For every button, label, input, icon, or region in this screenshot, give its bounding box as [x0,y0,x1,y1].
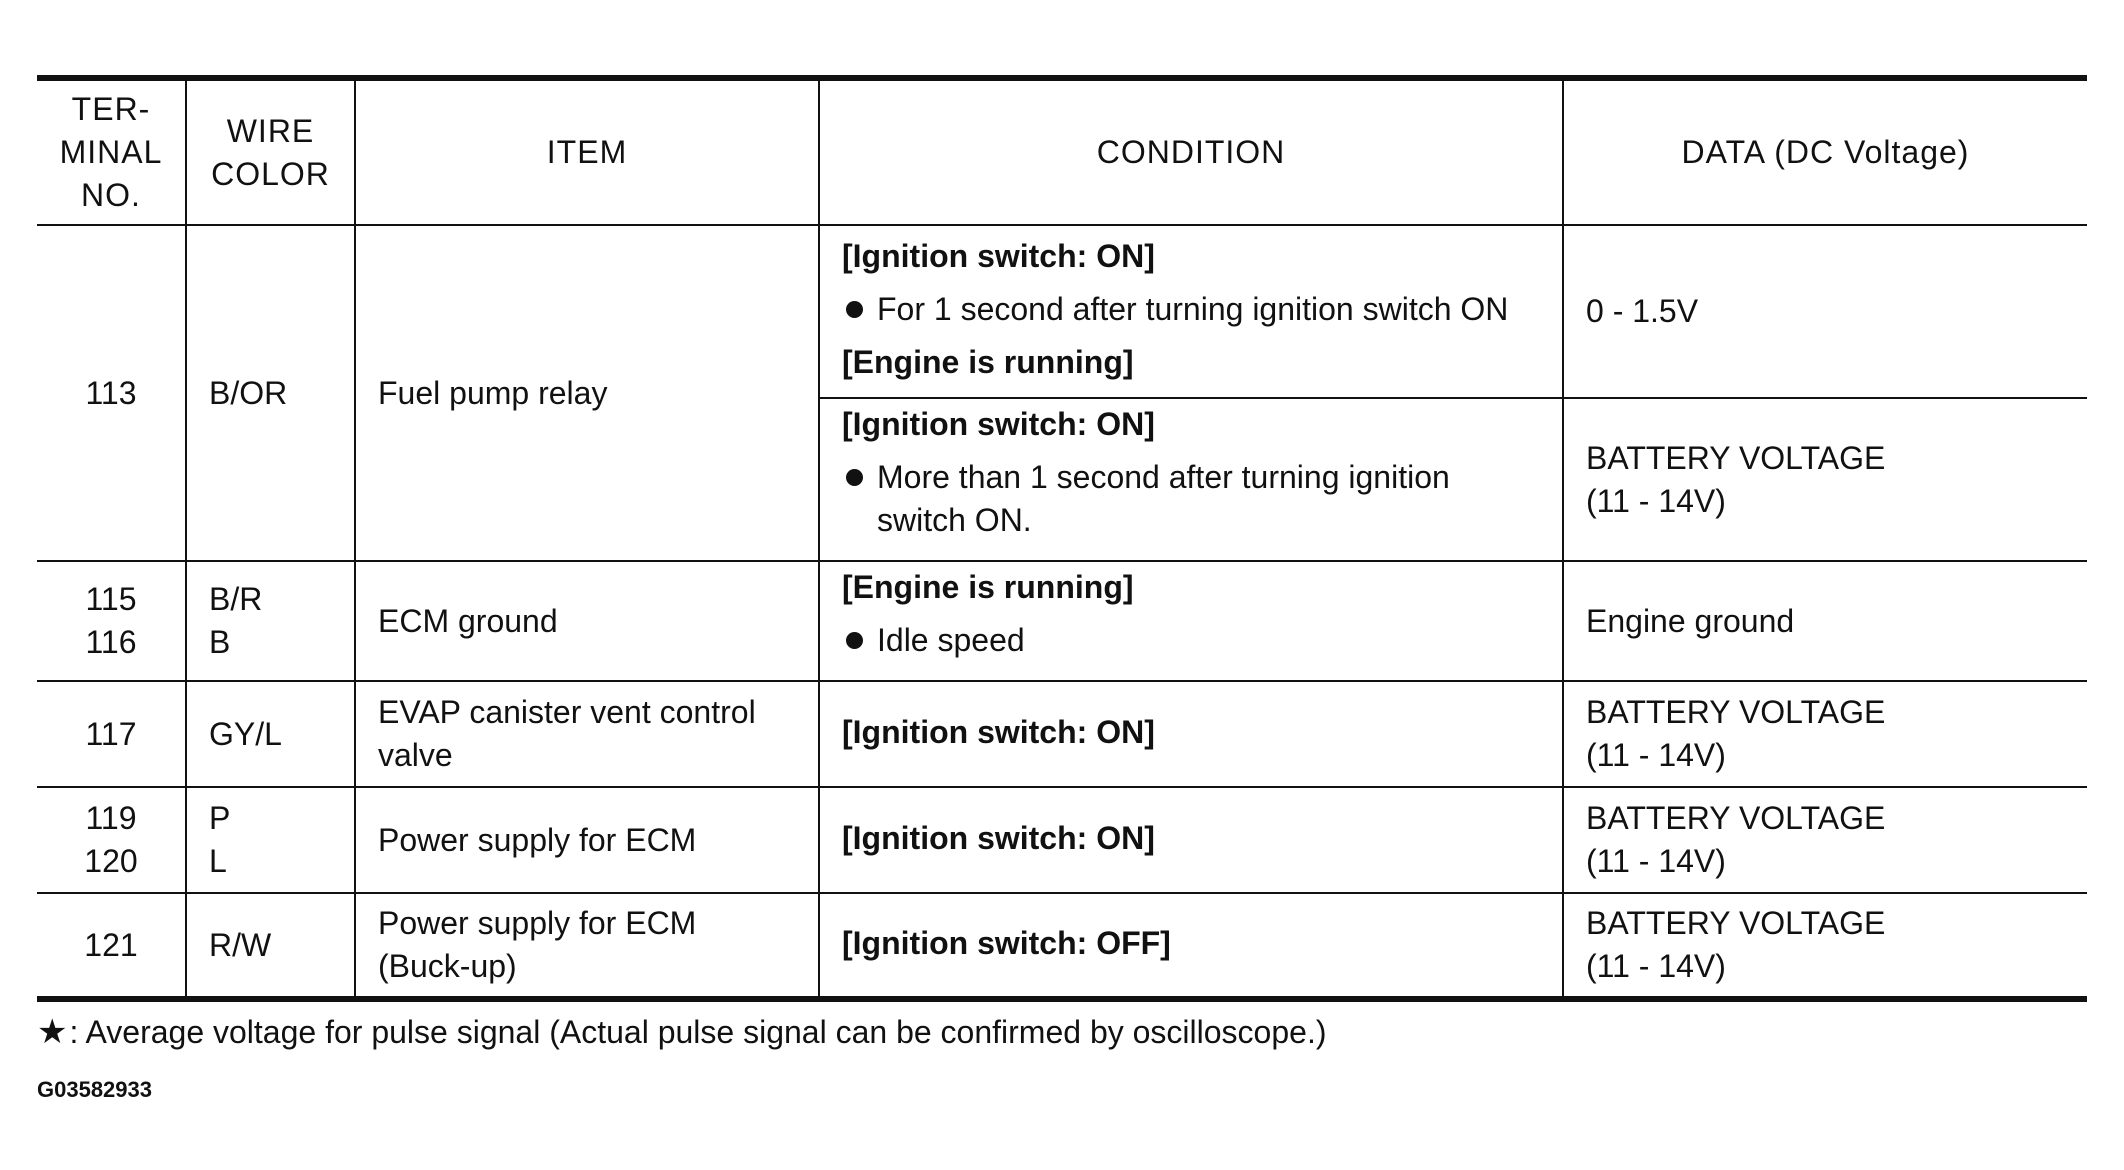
footnote-text: : Average voltage for pulse signal (Actual pulse signal can be confirmed by oscilloscope.) [69,1014,1327,1050]
condition-bullet: Idle speed [842,619,1552,662]
terminal-cell: 117 [37,681,186,787]
condition-heading: [Ignition switch: ON] [842,406,1155,442]
item-cell: EVAP canister vent control valve [355,681,819,787]
wire-color-cell: R/W [186,893,355,999]
data-cell: BATTERY VOLTAGE (11 - 14V) [1563,681,2087,787]
condition-cell [819,893,1563,999]
condition-cell [819,561,1563,681]
item-cell: Power supply for ECM [355,787,819,893]
wire-color-cell: B/R B [186,561,355,681]
data-cell: BATTERY VOLTAGE (11 - 14V) [1563,893,2087,999]
data-cell: 0 - 1.5V [1563,225,2087,398]
condition-heading: [Engine is running] [842,344,1134,380]
table-row [37,681,2087,787]
terminal-cell: 121 [37,893,186,999]
table-row [37,893,2087,999]
terminal-cell: 119 120 [37,787,186,893]
table-row [37,787,2087,893]
condition-cell [819,787,1563,893]
item-cell: Fuel pump relay [355,225,819,561]
condition-heading: [Ignition switch: ON] [842,819,1155,856]
condition-heading: [Ignition switch: ON] [842,713,1155,750]
header-data: DATA (DC Voltage) [1563,78,2087,225]
ecm-terminal-table [37,75,2087,1002]
terminal-cell: 115 116 [37,561,186,681]
star-icon: ★ [37,1013,68,1051]
wire-color-cell: GY/L [186,681,355,787]
bullet-icon [846,632,863,649]
condition-cell [819,681,1563,787]
wire-color-cell: P L [186,787,355,893]
header-item: ITEM [355,78,819,225]
condition-heading: [Ignition switch: OFF] [842,924,1171,961]
ecm-terminal-table-container [37,75,2087,1002]
condition-cell [819,398,1563,561]
condition-cell [819,225,1563,398]
footnote [37,1012,1326,1052]
condition-heading: [Engine is running] [842,569,1134,605]
table-row [37,561,2087,681]
data-cell: BATTERY VOLTAGE (11 - 14V) [1563,787,2087,893]
data-cell: BATTERY VOLTAGE (11 - 14V) [1563,398,2087,561]
condition-heading: [Ignition switch: ON] [842,238,1155,274]
header-terminal-no: TER- MINAL NO. [37,78,186,225]
item-cell: Power supply for ECM (Buck-up) [355,893,819,999]
terminal-cell: 113 [37,225,186,561]
header-row [37,78,2087,225]
condition-bullet: More than 1 second after turning ignition switch ON. [842,456,1552,542]
header-condition: CONDITION [819,78,1563,225]
data-cell: Engine ground [1563,561,2087,681]
wire-color-cell: B/OR [186,225,355,561]
condition-bullet: For 1 second after turning ignition switch ON [842,288,1552,331]
figure-code: G03582933 [37,1077,152,1102]
bullet-icon [846,469,863,486]
bullet-icon [846,301,863,318]
table-row [37,225,2087,398]
item-cell: ECM ground [355,561,819,681]
header-wire-color: WIRE COLOR [186,78,355,225]
